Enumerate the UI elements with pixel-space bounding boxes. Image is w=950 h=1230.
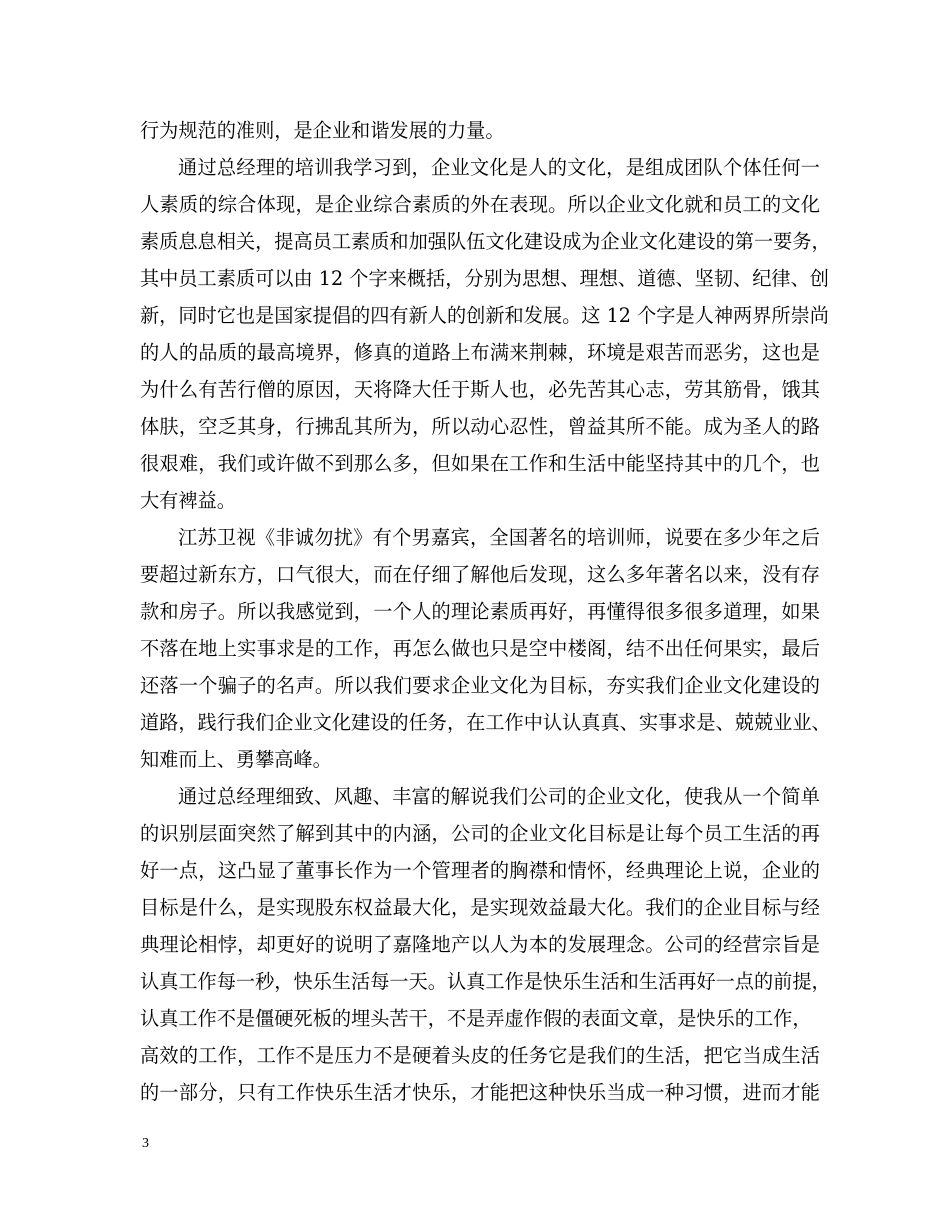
text-line: 的一部分，只有工作快乐生活才快乐，才能把这种快乐当成一种习惯，进而才能 [140, 1081, 820, 1104]
text-line: 通过总经理的培训我学习到，企业文化是人的文化，是组成团队个体任何一 [178, 156, 820, 179]
text-line: 素质息息相关，提高员工素质和加强队伍文化建设成为企业文化建设的第一要务， [140, 230, 831, 253]
text-line: 要超过新东方，口气很大，而在仔细了解他后发现，这么多年著名以来，没有存 [140, 563, 820, 586]
page-number: 3 [142, 1136, 149, 1151]
text-line: 为什么有苦行僧的原因，天将降大任于斯人也，必先苦其心志，劳其筋骨，饿其 [140, 378, 820, 401]
text-line: 新，同时它也是国家提倡的四有新人的创新和发展。这 12 个字是人神两界所崇尚 [140, 304, 829, 327]
text-line: 很艰难，我们或许做不到那么多，但如果在工作和生活中能坚持其中的几个，也 [140, 452, 820, 475]
text-line: 的人的品质的最高境界，修真的道路上布满来荆棘，环境是艰苦而恶劣，这也是 [140, 341, 820, 364]
text-line: 知难而上、勇攀高峰。 [140, 748, 332, 771]
body-text [140, 112, 831, 1111]
text-line: 行为规范的准则，是企业和谐发展的力量。 [140, 119, 505, 142]
text-line: 好一点，这凸显了董事长作为一个管理者的胸襟和情怀，经典理论上说，企业的 [140, 859, 820, 882]
text-line: 还落一个骗子的名声。所以我们要求企业文化为目标，夯实我们企业文化建设的 [140, 674, 820, 697]
text-line: 认真工作不是僵硬死板的埋头苦干，不是弄虚作假的表面文章，是快乐的工作， [140, 1007, 812, 1030]
text-line: 认真工作每一秒，快乐生活每一天。认真工作是快乐生活和生活再好一点的前提， [140, 970, 831, 993]
text-line: 体肤，空乏其身，行拂乱其所为，所以动心忍性，曾益其所不能。成为圣人的路 [140, 415, 820, 438]
text-line: 其中员工素质可以由 12 个字来概括，分别为思想、理想、道德、坚韧、纪律、创 [140, 267, 829, 290]
text-line: 通过总经理细致、风趣、丰富的解说我们公司的企业文化，使我从一个简单 [178, 785, 820, 808]
text-line: 道路，践行我们企业文化建设的任务，在工作中认认真真、实事求是、兢兢业业、 [140, 711, 831, 734]
text-line: 目标是什么，是实现股东权益最大化，是实现效益最大化。我们的企业目标与经 [140, 896, 820, 919]
text-line: 大有裨益。 [140, 489, 236, 512]
text-line: 不落在地上实事求是的工作，再怎么做也只是空中楼阁，结不出任何果实，最后 [140, 637, 820, 660]
text-line: 人素质的综合体现，是企业综合素质的外在表现。所以企业文化就和员工的文化 [140, 193, 820, 216]
text-line: 典理论相悖，却更好的说明了嘉隆地产以人为本的发展理念。公司的经营宗旨是 [140, 933, 820, 956]
text-line: 的识别层面突然了解到其中的内涵，公司的企业文化目标是让每个员工生活的再 [140, 822, 820, 845]
text-line: 高效的工作，工作不是压力不是硬着头皮的任务它是我们的生活，把它当成生活 [140, 1044, 820, 1067]
text-line: 款和房子。所以我感觉到，一个人的理论素质再好，再懂得很多很多道理，如果 [140, 600, 820, 623]
text-line: 江苏卫视《非诚勿扰》有个男嘉宾，全国著名的培训师，说要在多少年之后 [178, 526, 820, 549]
